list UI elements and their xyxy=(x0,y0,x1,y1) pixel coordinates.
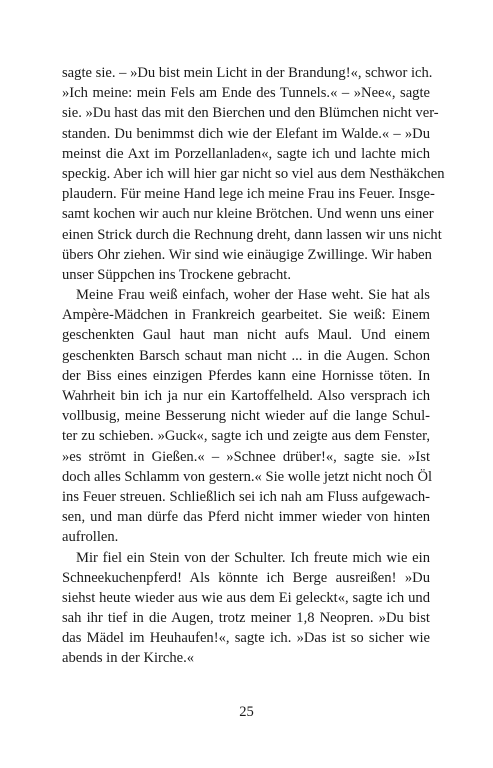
text-line: unser Süppchen ins Trockene gebracht. xyxy=(62,266,291,283)
text-line: ins Feuer streuen. Schließlich sei ich nah am Fluss aufgewach- xyxy=(62,488,430,505)
text-line: abends in der Kirche.« xyxy=(62,650,195,667)
text-line: der Biss eines einzigen Pferdes kann eine Hornisse töten. In xyxy=(62,367,430,384)
text-line: doch alles Schlamm von gestern.« Sie wolle jetzt nicht noch Öl xyxy=(62,468,433,485)
text-line: plaudern. Für meine Hand lege ich meine Frau ins Feuer. Insge- xyxy=(62,186,435,203)
text-line: siehst heute wieder aus wie aus dem Ei geleckt«, sagte ich und xyxy=(62,589,430,606)
text-line: vollbusig, meine Besserung nicht wieder auf die lange Schul- xyxy=(62,408,430,425)
text-line: Meine Frau weiß einfach, woher der Hase weht. Sie hat als xyxy=(76,287,430,304)
text-line: geschenkten Barsch schaut man nicht ... in die Augen. Schon xyxy=(62,347,430,364)
text-line: »es strömt in Gießen.« – »Schnee drüber!«, sagte sie. »Ist xyxy=(62,448,430,465)
text-line: aufrollen. xyxy=(62,529,119,546)
text-line: das Mädel im Heuhaufen!«, sagte ich. »Das ist so sicher wie xyxy=(62,630,430,647)
text-line: ter zu schieben. »Guck«, sagte ich und zeigte aus dem Fenster, xyxy=(62,428,430,445)
text-line: sah ihr tief in die Augen, trotz meiner 1,8 Neopren. »Du bist xyxy=(62,610,430,627)
text-line: sagte sie. – »Du bist mein Licht in der Brandung!«, schwor ich. xyxy=(62,65,433,81)
page-number: 25 xyxy=(239,704,254,720)
text-line: meinst die Axt im Porzellanladen«, sagte ich und lachte mich xyxy=(62,145,430,162)
text-line: Ampère-Mädchen in Frankreich gearbeitet. Sie weiß: Einem xyxy=(62,307,430,324)
text-line: übers Ohr ziehen. Wir sind wie einäugige Zwillinge. Wir haben xyxy=(62,246,432,263)
text-line: sie. »Du hast das mit den Bierchen und den Blümchen nicht ver- xyxy=(62,105,439,122)
text-line: Wahrheit bin ich ja nur ein Kartoffelheld. Also versprach ich xyxy=(62,388,430,404)
text-line: geschenkten Gaul haut man nicht aufs Maul. Und einem xyxy=(62,327,430,344)
paragraph xyxy=(62,285,433,547)
text-line: samt kochen wir auch nur kleine Brötchen. Und wenn uns einer xyxy=(62,206,434,223)
text-line: »Ich meine: mein Fels am Ende des Tunnels.« – »Nee«, sagte xyxy=(62,85,430,102)
text-line: einen Strick durch die Rechnung dreht, dann lassen wir uns nicht xyxy=(62,226,442,243)
body-text xyxy=(62,63,445,669)
paragraph xyxy=(62,63,445,285)
text-line: standen. Du benimmst dich wie der Elefant im Walde.« – »Du xyxy=(62,125,430,142)
paragraph xyxy=(62,548,430,669)
text-line: sen, und man dürfe das Pferd nicht immer wieder von hinten xyxy=(62,509,430,526)
text-line: Mir fiel ein Stein von der Schulter. Ich freute mich wie ein xyxy=(76,549,430,566)
text-line: Schneekuchenpferd! Als könnte ich Berge ausreißen! »Du xyxy=(62,569,430,586)
text-line: speckig. Aber ich will hier gar nicht so viel aus dem Nesthäkchen xyxy=(62,165,445,182)
